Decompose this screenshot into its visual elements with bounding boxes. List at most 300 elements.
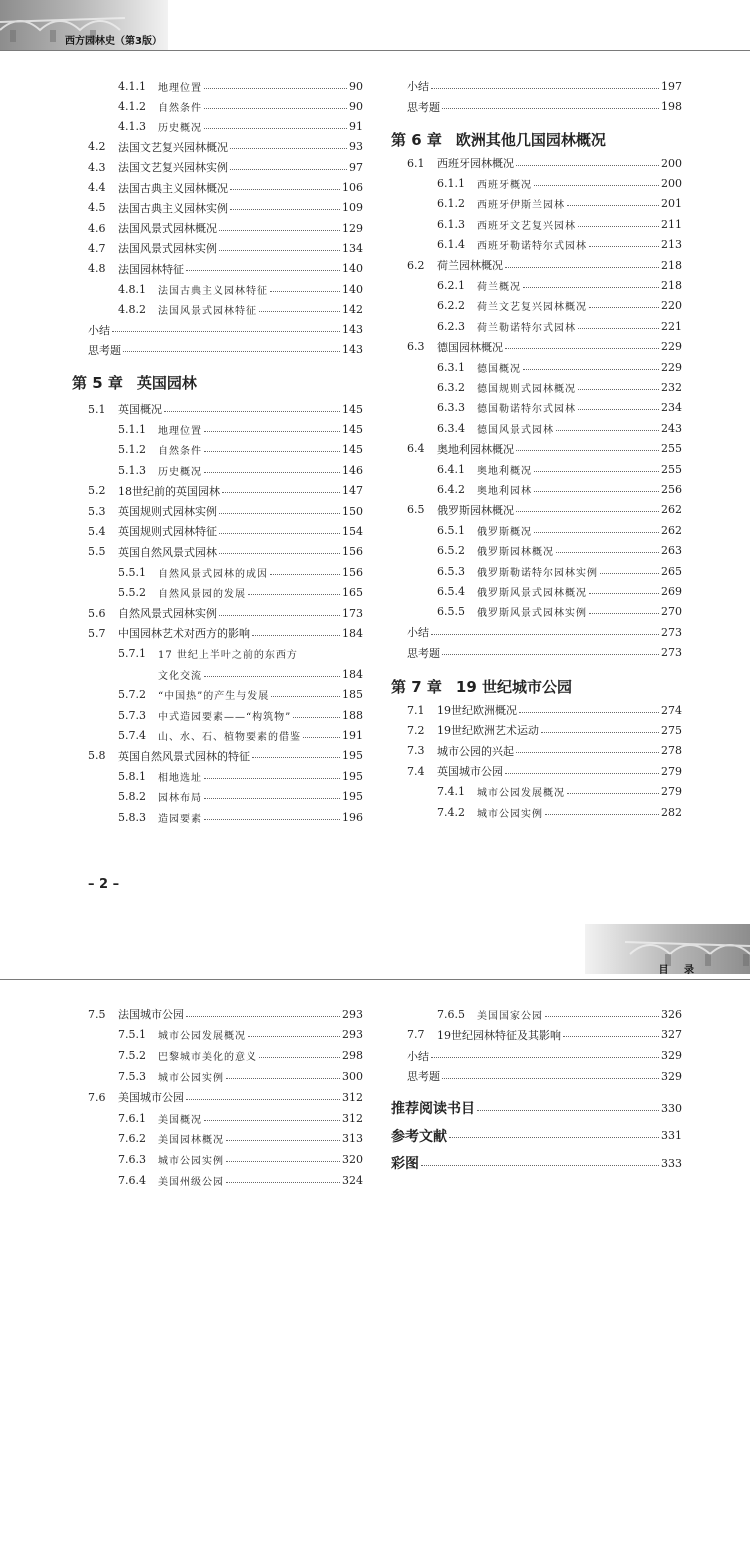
toc-entry bbox=[88, 198, 363, 218]
dot-leader bbox=[534, 185, 659, 186]
entry-title: 巴黎城市美化的意义 bbox=[158, 1052, 257, 1064]
entry-number: 5.2 bbox=[88, 484, 106, 498]
entry-number: 4.5 bbox=[88, 201, 106, 215]
entry-title: 城市公园实例 bbox=[477, 808, 543, 820]
dot-leader bbox=[252, 757, 340, 758]
dot-leader bbox=[600, 573, 659, 574]
dot-leader bbox=[545, 1016, 659, 1017]
toc-entry bbox=[88, 157, 363, 177]
entry-page: 106 bbox=[342, 181, 363, 194]
dot-leader bbox=[545, 814, 659, 815]
toc-entry bbox=[407, 622, 682, 642]
dot-leader bbox=[516, 752, 659, 753]
entry-number: 5.3 bbox=[88, 504, 106, 518]
entry-title: 小结 bbox=[88, 323, 110, 337]
entry-number: 5.4 bbox=[88, 524, 106, 538]
toc-entry bbox=[407, 1046, 682, 1066]
entry-page: 256 bbox=[661, 482, 682, 496]
entry-title: 德国规则式园林概况 bbox=[477, 383, 576, 395]
toc-entry bbox=[88, 603, 363, 623]
toc-entry bbox=[88, 766, 363, 786]
entry-number: 4.3 bbox=[88, 160, 106, 174]
entry-page: 150 bbox=[342, 504, 363, 518]
page-number: – 2 – bbox=[88, 877, 120, 892]
entry-title: 地理位置 bbox=[158, 425, 202, 437]
entry-title: 思考题 bbox=[407, 100, 440, 114]
entry-page: 270 bbox=[661, 605, 682, 619]
entry-number: 6.1 bbox=[407, 156, 425, 170]
dot-leader bbox=[516, 165, 659, 166]
entry-title: 思考题 bbox=[407, 1070, 440, 1084]
dot-leader bbox=[523, 369, 659, 370]
dot-leader bbox=[293, 717, 340, 718]
dot-leader bbox=[541, 732, 659, 733]
dot-leader bbox=[219, 230, 340, 231]
chapter-number: 第 6 章 bbox=[391, 131, 442, 149]
entry-title: 19世纪欧洲概况 bbox=[437, 704, 517, 717]
chapter-number: 第 7 章 bbox=[391, 678, 442, 696]
entry-number: 6.4.2 bbox=[437, 482, 465, 496]
chapter-title: 英国园林 bbox=[136, 374, 197, 392]
entry-page: 156 bbox=[342, 565, 363, 579]
entry-title: 19世纪欧洲艺术运动 bbox=[437, 724, 539, 738]
entry-number: 4.1.2 bbox=[118, 99, 146, 113]
entry-title: 中国园林艺术对西方的影响 bbox=[118, 627, 250, 641]
chapter-number: 第 5 章 bbox=[72, 374, 123, 392]
entry-page: 91 bbox=[349, 120, 363, 134]
chapter-title: 欧洲其他几国园林概况 bbox=[455, 131, 606, 149]
entry-number: 7.4 bbox=[407, 764, 425, 778]
dot-leader bbox=[186, 270, 340, 271]
entry-page: 329 bbox=[661, 1049, 682, 1063]
entry-title: 城市公园的兴起 bbox=[437, 744, 514, 758]
dot-leader bbox=[219, 533, 340, 534]
entry-title: 法国古典主义园林实例 bbox=[118, 201, 228, 215]
entry-title: 西班牙园林概况 bbox=[437, 157, 514, 170]
entry-title: 美国国家公园 bbox=[477, 1010, 543, 1022]
entry-page: 221 bbox=[661, 319, 682, 333]
entry-number: 5.7.1 bbox=[118, 647, 146, 661]
toc-entry bbox=[88, 705, 363, 725]
dot-leader bbox=[534, 532, 659, 533]
entry-number: 5.5.2 bbox=[118, 586, 146, 600]
entry-title: 荷兰概况 bbox=[477, 281, 521, 293]
toc-entry bbox=[407, 398, 682, 418]
entry-title: 德国园林概况 bbox=[437, 340, 503, 354]
entry-page: 200 bbox=[661, 156, 682, 170]
entry-title: 奥地利概况 bbox=[477, 465, 532, 477]
toc-entry bbox=[88, 1004, 363, 1024]
dot-leader bbox=[505, 773, 659, 774]
entry-page: 275 bbox=[661, 723, 682, 737]
entry-title: 山、水、石、植物要素的借鉴 bbox=[158, 731, 301, 743]
dot-leader bbox=[442, 1078, 659, 1079]
toc-entry bbox=[407, 761, 682, 781]
entry-title: 法国园林特征 bbox=[118, 262, 184, 276]
toc-entry bbox=[88, 320, 363, 340]
entry-page: 154 bbox=[342, 524, 363, 538]
entry-number: 7.5.2 bbox=[118, 1049, 146, 1063]
dot-leader bbox=[431, 88, 659, 89]
entry-number: 5.1.1 bbox=[118, 422, 146, 436]
dot-leader bbox=[534, 491, 659, 492]
entry-title: 法国风景式园林特征 bbox=[158, 305, 257, 317]
dot-leader bbox=[516, 450, 659, 451]
dot-leader bbox=[578, 409, 659, 410]
entry-title: 荷兰勒诺特尔式园林 bbox=[477, 322, 576, 334]
entry-title: 法国城市公园 bbox=[118, 1008, 184, 1021]
toc-entry bbox=[88, 787, 363, 807]
entry-page: 201 bbox=[661, 197, 682, 211]
entry-page: 90 bbox=[349, 79, 363, 93]
entry-page: 326 bbox=[661, 1007, 682, 1021]
toc-entry bbox=[407, 500, 682, 520]
dot-leader bbox=[252, 635, 340, 636]
entry-title: 法国古典主义园林概况 bbox=[118, 181, 228, 195]
entry-number: 6.5.3 bbox=[437, 564, 465, 578]
dot-leader bbox=[431, 634, 659, 635]
dot-leader bbox=[186, 1016, 340, 1017]
entry-number: 6.1.1 bbox=[437, 176, 465, 190]
dot-leader bbox=[204, 778, 340, 779]
entry-number: 6.5.4 bbox=[437, 584, 465, 598]
dot-leader bbox=[219, 513, 340, 514]
entry-number: 6.1.3 bbox=[437, 217, 465, 231]
entry-page: 330 bbox=[661, 1101, 682, 1115]
entry-page: 220 bbox=[661, 299, 682, 313]
toc-entry bbox=[407, 214, 682, 234]
entry-page: 278 bbox=[661, 744, 682, 758]
dot-leader bbox=[186, 1099, 340, 1100]
toc-entry bbox=[407, 802, 682, 822]
dot-leader bbox=[556, 430, 659, 431]
toc-entry bbox=[88, 583, 363, 603]
entry-page: 279 bbox=[661, 764, 682, 778]
entry-title: 俄罗斯风景式园林概况 bbox=[477, 587, 587, 599]
entry-title: 俄罗斯概况 bbox=[477, 526, 532, 538]
dot-leader bbox=[442, 654, 659, 655]
toc-entry bbox=[88, 137, 363, 157]
entry-page: 229 bbox=[661, 360, 682, 374]
entry-number: 4.4 bbox=[88, 181, 106, 194]
dot-leader bbox=[567, 205, 659, 206]
entry-number: 4.8.1 bbox=[118, 282, 146, 296]
entry-number: 6.2.2 bbox=[437, 299, 465, 313]
entry-title: 德国勒诺特尔式园林 bbox=[477, 404, 576, 416]
entry-page: 143 bbox=[342, 323, 363, 337]
entry-page: 198 bbox=[661, 100, 682, 113]
entry-page: 331 bbox=[661, 1129, 682, 1142]
entry-title: 奥地利园林概况 bbox=[437, 442, 514, 456]
toc-entry bbox=[88, 1046, 363, 1066]
entry-title: 荷兰园林概况 bbox=[437, 259, 503, 272]
toc-entry bbox=[407, 643, 682, 663]
entry-number: 5.7.2 bbox=[118, 688, 146, 702]
entry-page: 243 bbox=[661, 421, 682, 435]
entry-page: 211 bbox=[661, 217, 682, 231]
entry-number: 4.7 bbox=[88, 241, 106, 255]
entry-number: 6.5.5 bbox=[437, 605, 465, 619]
dot-leader bbox=[421, 1165, 659, 1166]
dot-leader bbox=[204, 676, 340, 677]
entry-title: 小结 bbox=[407, 80, 429, 93]
entry-number: 7.2 bbox=[407, 723, 425, 737]
entry-title: 英国自然风景式园林 bbox=[118, 545, 217, 559]
dot-leader bbox=[204, 128, 347, 129]
entry-number: 4.1.3 bbox=[118, 120, 146, 134]
entry-page: 156 bbox=[342, 545, 363, 559]
entry-number: 6.3.2 bbox=[437, 380, 465, 394]
entry-title: 城市公园实例 bbox=[158, 1072, 224, 1084]
toc-entry bbox=[88, 1066, 363, 1086]
entry-title: 17 世纪上半叶之前的东西方 bbox=[158, 650, 298, 662]
entry-number: 7.6.3 bbox=[118, 1153, 146, 1167]
entry-title: 英国城市公园 bbox=[437, 765, 503, 779]
header-rule bbox=[0, 50, 750, 51]
dot-leader bbox=[589, 593, 659, 594]
dot-leader bbox=[270, 291, 340, 292]
toc-entry bbox=[88, 340, 363, 360]
entry-number: 6.1.4 bbox=[437, 238, 465, 252]
toc-entry bbox=[407, 1066, 682, 1086]
entry-title: 俄罗斯园林概况 bbox=[437, 503, 514, 517]
entry-page: 165 bbox=[342, 586, 363, 600]
entry-title: 美国园林概况 bbox=[158, 1135, 224, 1147]
toc-entry bbox=[88, 481, 363, 501]
toc-entry bbox=[88, 623, 363, 643]
dot-leader bbox=[271, 696, 340, 697]
entry-number: 6.4 bbox=[407, 442, 425, 456]
entry-title: 中式造园要素——“构筑物” bbox=[158, 711, 292, 723]
chapter-heading bbox=[391, 675, 572, 699]
dot-leader bbox=[226, 1161, 340, 1162]
entry-title: 英国自然风景式园林的特征 bbox=[118, 749, 250, 763]
entry-number: 4.2 bbox=[88, 140, 106, 154]
entry-title: 自然风景园的发展 bbox=[158, 589, 246, 601]
dot-leader bbox=[222, 492, 340, 493]
toc-entry bbox=[407, 275, 682, 295]
entry-number: 5.6 bbox=[88, 606, 106, 620]
toc-entry bbox=[88, 501, 363, 521]
toc-entry bbox=[88, 725, 363, 745]
toc-entry bbox=[407, 741, 682, 761]
entry-title: 法国古典主义园林特征 bbox=[158, 285, 268, 297]
entry-title: 自然风景式园林实例 bbox=[118, 607, 217, 620]
toc-entry bbox=[407, 173, 682, 193]
entry-number: 5.7 bbox=[88, 626, 106, 640]
running-head: 目 录 bbox=[658, 965, 700, 976]
toc-entry bbox=[88, 1129, 363, 1149]
entry-page: 273 bbox=[661, 625, 682, 639]
entry-page: 188 bbox=[342, 708, 363, 722]
entry-title: 英国规则式园林特征 bbox=[118, 525, 217, 539]
entry-number: 7.6.2 bbox=[118, 1132, 146, 1146]
entry-number: 6.4.1 bbox=[437, 462, 465, 476]
entry-number: 5.8 bbox=[88, 749, 106, 763]
entry-title: 城市公园发展概况 bbox=[477, 788, 565, 800]
entry-title: 西班牙文艺复兴园林 bbox=[477, 220, 576, 232]
entry-page: 300 bbox=[342, 1069, 363, 1083]
entry-page: 173 bbox=[342, 606, 363, 620]
dot-leader bbox=[219, 615, 340, 616]
entry-page: 312 bbox=[342, 1111, 363, 1125]
entry-page: 142 bbox=[342, 302, 363, 316]
entry-page: 312 bbox=[342, 1090, 363, 1104]
entry-title: 奥地利园林 bbox=[477, 485, 532, 497]
toc-entry bbox=[88, 542, 363, 562]
toc-entry bbox=[407, 561, 682, 581]
entry-page: 213 bbox=[661, 238, 682, 252]
dot-leader bbox=[230, 169, 347, 170]
entry-page: 134 bbox=[342, 241, 363, 255]
toc-entry bbox=[407, 235, 682, 255]
toc-entry bbox=[407, 1004, 682, 1024]
toc-entry bbox=[407, 255, 682, 275]
entry-page: 327 bbox=[661, 1028, 682, 1042]
dot-leader bbox=[589, 246, 659, 247]
toc-entry bbox=[407, 316, 682, 336]
dot-leader bbox=[230, 148, 347, 149]
entry-title: 城市公园实例 bbox=[158, 1156, 224, 1168]
entry-page: 320 bbox=[342, 1153, 363, 1167]
entry-number: 5.1 bbox=[88, 402, 106, 416]
entry-page: 265 bbox=[661, 564, 682, 578]
entry-page: 195 bbox=[342, 749, 363, 763]
entry-page: 313 bbox=[342, 1132, 363, 1146]
toc-entry bbox=[88, 521, 363, 541]
entry-number: 4.1.1 bbox=[118, 79, 146, 93]
dot-leader bbox=[578, 226, 659, 227]
entry-page: 269 bbox=[661, 584, 682, 598]
dot-leader bbox=[164, 411, 340, 412]
entry-number: 7.7 bbox=[407, 1028, 425, 1042]
toc-entry bbox=[407, 153, 682, 173]
entry-number: 7.5.3 bbox=[118, 1069, 146, 1083]
dot-leader bbox=[523, 287, 659, 288]
dot-leader bbox=[204, 431, 340, 432]
entry-page: 262 bbox=[661, 523, 682, 537]
entry-number: 5.7.3 bbox=[118, 708, 146, 722]
entry-number: 7.4.2 bbox=[437, 805, 465, 819]
entry-number: 7.4.1 bbox=[437, 785, 465, 799]
toc-entry bbox=[88, 664, 363, 684]
dot-leader bbox=[204, 819, 340, 820]
entry-page: 232 bbox=[661, 380, 682, 394]
toc-entry bbox=[407, 76, 682, 96]
toc-entry bbox=[88, 807, 363, 827]
entry-title: 法国风景式园林概况 bbox=[118, 222, 217, 236]
entry-title: 俄罗斯园林概况 bbox=[477, 547, 554, 559]
entry-number: 5.5 bbox=[88, 545, 106, 559]
dot-leader bbox=[270, 574, 340, 575]
dot-leader bbox=[556, 552, 659, 553]
entry-number: 4.8 bbox=[88, 262, 106, 276]
entry-title: 法国文艺复兴园林实例 bbox=[118, 161, 228, 175]
entry-page: 140 bbox=[342, 282, 363, 296]
entry-page: 145 bbox=[342, 402, 363, 416]
entry-page: 129 bbox=[342, 221, 363, 235]
chapter-heading bbox=[72, 371, 197, 395]
dot-leader bbox=[204, 1120, 340, 1121]
entry-title: 法国风景式园林实例 bbox=[118, 242, 217, 256]
entry-number: 7.6.4 bbox=[118, 1173, 146, 1187]
entry-title: 西班牙勒诺特尔式园林 bbox=[477, 241, 587, 253]
toc-entry bbox=[88, 644, 363, 664]
dot-leader bbox=[226, 1140, 340, 1141]
entry-page: 146 bbox=[342, 463, 363, 477]
entry-title: 美国概况 bbox=[158, 1114, 202, 1126]
dot-leader bbox=[204, 108, 347, 109]
entry-number: 5.8.3 bbox=[118, 810, 146, 824]
toc-entry bbox=[88, 178, 363, 198]
entry-page: 282 bbox=[661, 805, 682, 819]
entry-title: 自然条件 bbox=[158, 102, 202, 114]
entry-number: 7.3 bbox=[407, 744, 425, 758]
entry-page: 184 bbox=[342, 667, 363, 681]
chapter-heading bbox=[391, 128, 606, 152]
entry-page: 293 bbox=[342, 1007, 363, 1021]
entry-page: 195 bbox=[342, 769, 363, 783]
entry-number: 7.6.1 bbox=[118, 1111, 146, 1125]
entry-title: 彩图 bbox=[391, 1156, 419, 1172]
dot-leader bbox=[431, 1057, 659, 1058]
dot-leader bbox=[303, 737, 340, 738]
toc-entry bbox=[407, 337, 682, 357]
entry-title: 德国风景式园林 bbox=[477, 424, 554, 436]
entry-number: 4.6 bbox=[88, 221, 106, 235]
entry-page: 90 bbox=[349, 99, 363, 113]
entry-title: 美国州级公园 bbox=[158, 1176, 224, 1188]
toc-entry bbox=[407, 782, 682, 802]
entry-page: 255 bbox=[661, 442, 682, 456]
entry-title: 自然条件 bbox=[158, 446, 202, 458]
entry-title: 英国规则式园林实例 bbox=[118, 505, 217, 518]
toc-entry bbox=[407, 418, 682, 438]
entry-title: 小结 bbox=[407, 626, 429, 640]
entry-title: 造园要素 bbox=[158, 813, 202, 825]
toc-entry bbox=[407, 377, 682, 397]
toc-entry bbox=[88, 685, 363, 705]
toc-entry bbox=[88, 440, 363, 460]
dot-leader bbox=[219, 553, 340, 554]
entry-title: 自然风景式园林的成因 bbox=[158, 568, 268, 580]
dot-leader bbox=[563, 1036, 659, 1037]
toc-entry bbox=[88, 279, 363, 299]
dot-leader bbox=[248, 594, 340, 595]
dot-leader bbox=[112, 331, 340, 332]
dot-leader bbox=[219, 250, 340, 251]
entry-page: 140 bbox=[342, 262, 363, 276]
dot-leader bbox=[259, 311, 340, 312]
dot-leader bbox=[204, 451, 340, 452]
entry-page: 255 bbox=[661, 462, 682, 476]
entry-page: 279 bbox=[661, 785, 682, 799]
toc-entry bbox=[391, 1098, 682, 1118]
entry-title: 德国概况 bbox=[477, 363, 521, 375]
entry-page: 274 bbox=[661, 703, 682, 717]
toc-entry bbox=[407, 1025, 682, 1045]
entry-number: 7.5 bbox=[88, 1007, 106, 1021]
entry-number: 5.8.2 bbox=[118, 790, 146, 804]
entry-number: 7.5.1 bbox=[118, 1028, 146, 1042]
entry-title: 思考题 bbox=[88, 343, 121, 357]
dot-leader bbox=[519, 712, 659, 713]
entry-number: 6.2.3 bbox=[437, 319, 465, 333]
toc-entry bbox=[88, 1108, 363, 1128]
entry-number: 7.6 bbox=[88, 1090, 106, 1104]
dot-leader bbox=[578, 328, 659, 329]
entry-title: 历史概况 bbox=[158, 466, 202, 478]
